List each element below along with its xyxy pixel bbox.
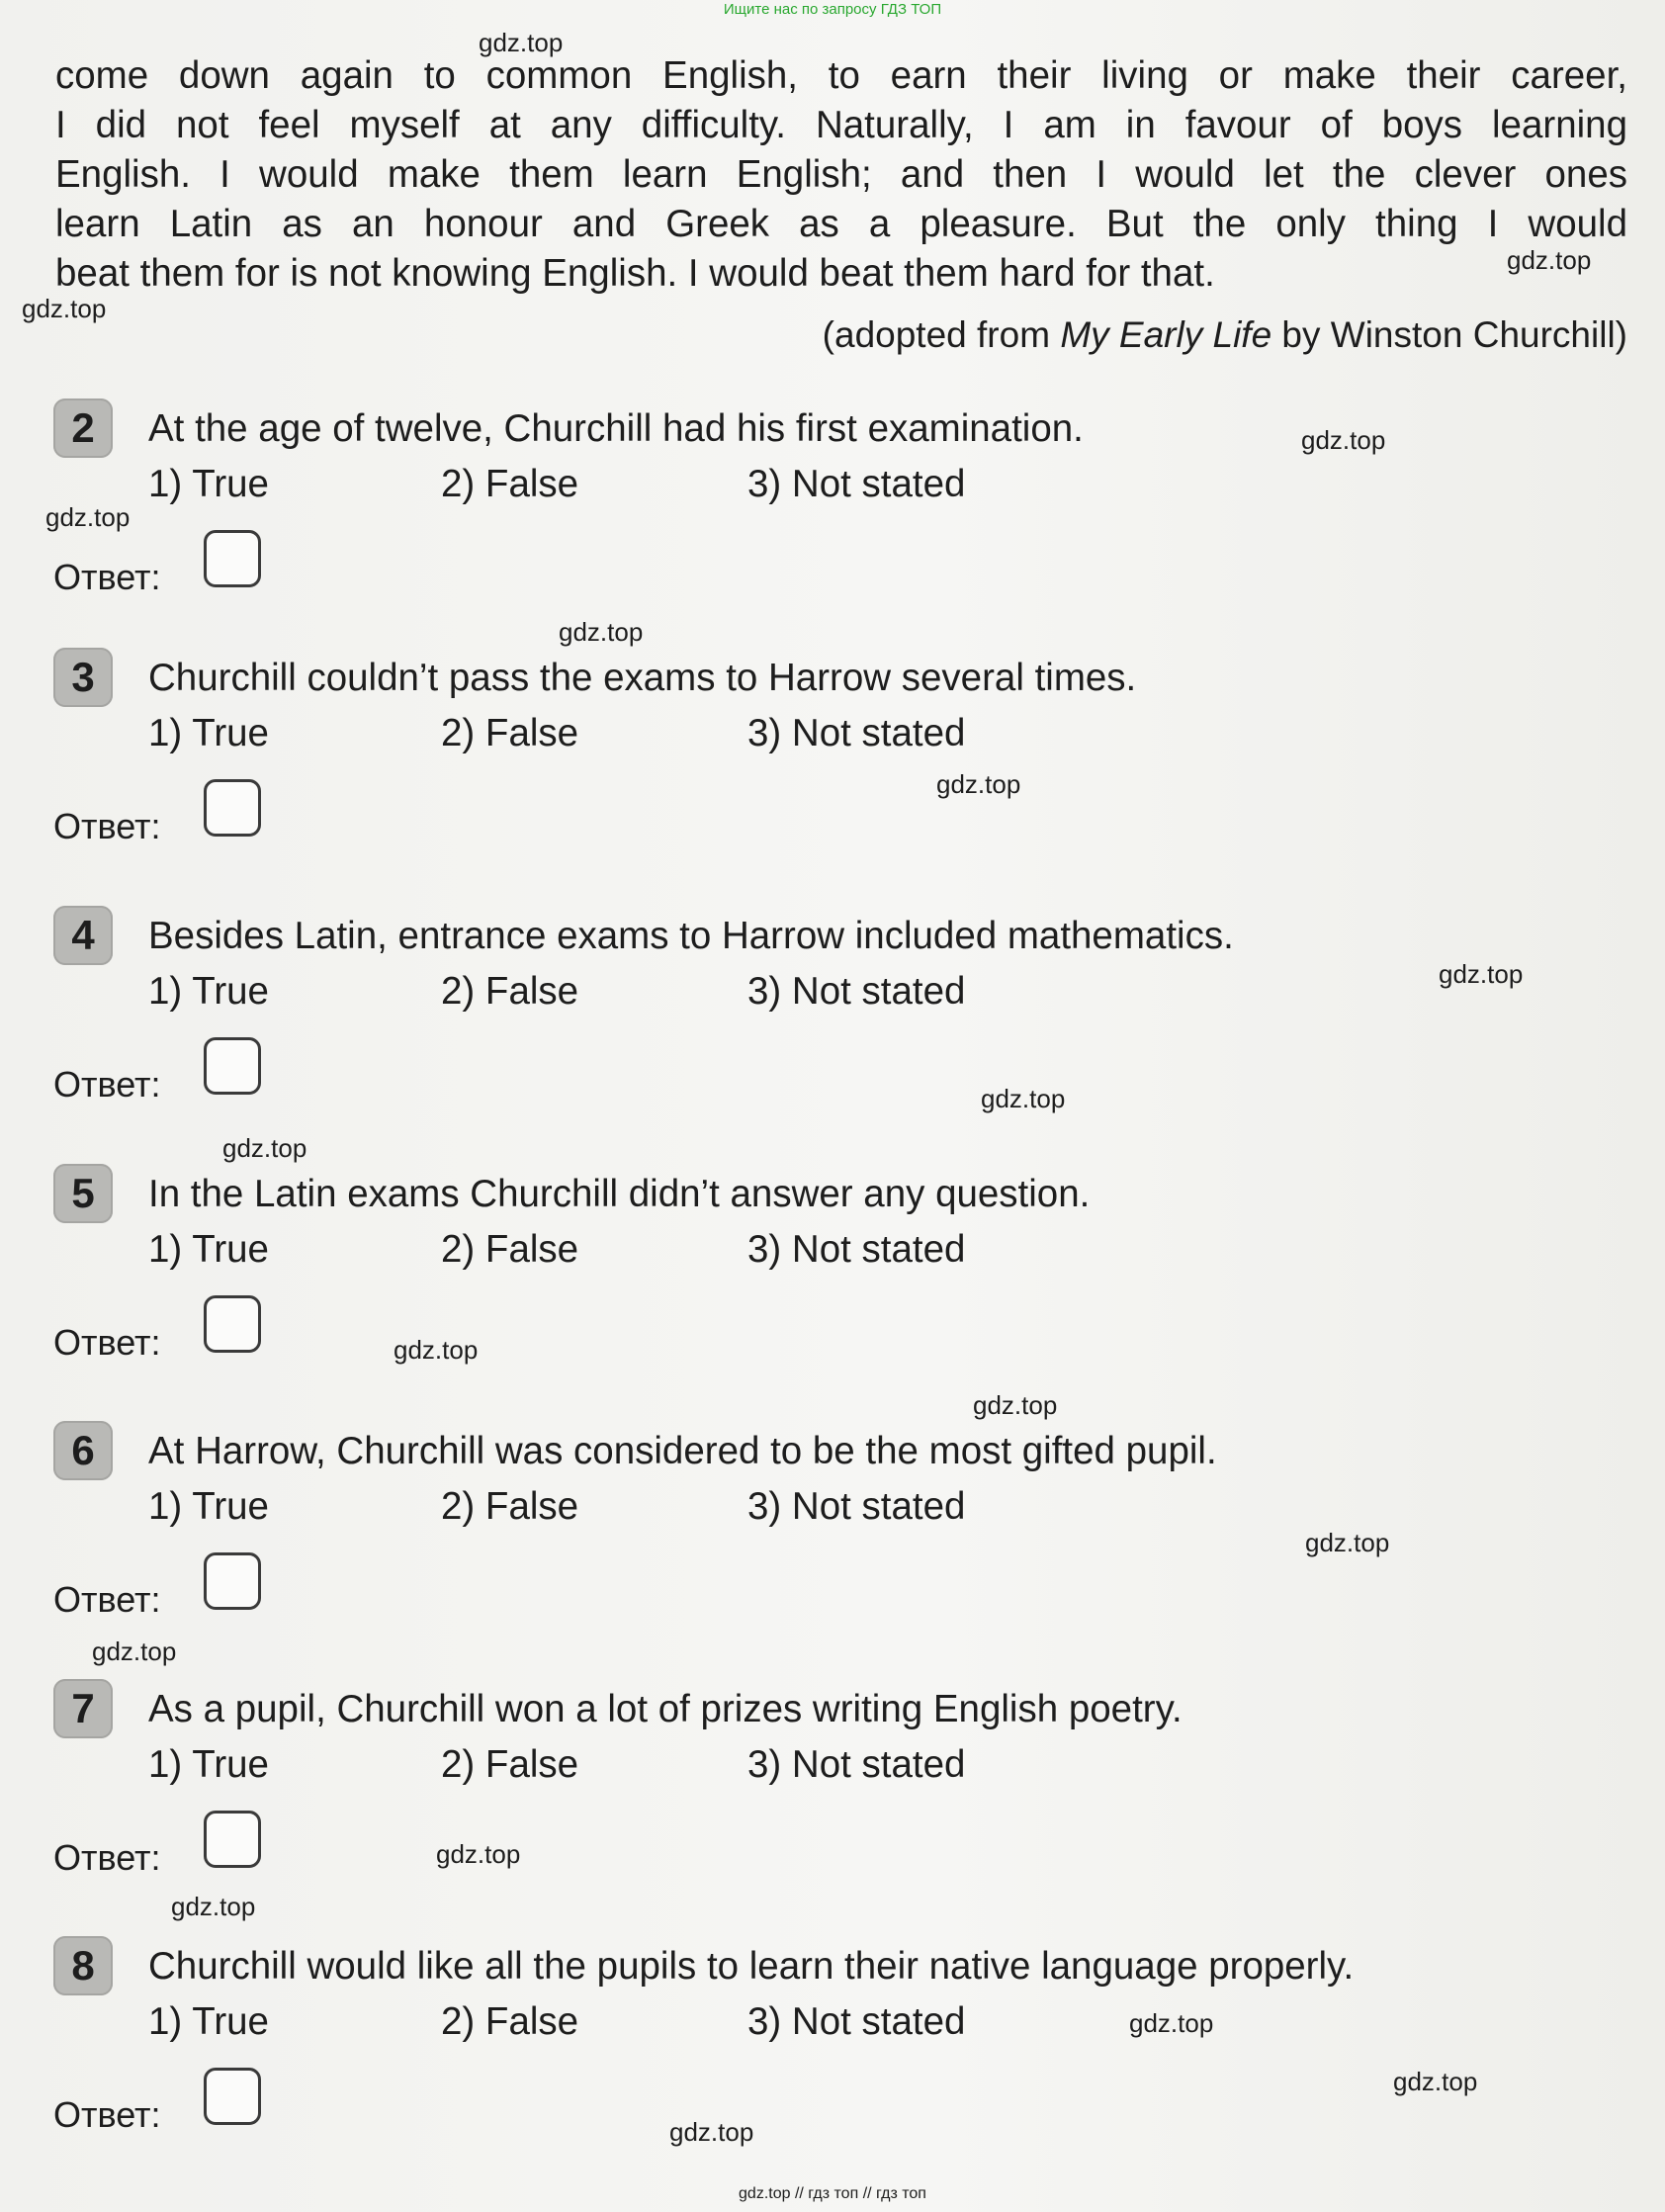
passage-line: I did not feel myself at any difficulty. Naturally, I am in favour of boys learning bbox=[55, 104, 1627, 146]
watermark: gdz.top bbox=[22, 294, 107, 323]
question-number-badge: 3 bbox=[53, 648, 113, 707]
answer-box[interactable] bbox=[204, 1811, 261, 1868]
option-not-stated: 3) Not stated bbox=[747, 1743, 966, 1786]
question-number-badge: 7 bbox=[53, 1679, 113, 1738]
watermark: gdz.top bbox=[669, 2117, 754, 2147]
passage-line: English. I would make them learn English; and then I would let the clever ones bbox=[55, 153, 1627, 196]
answer-label: Ответ: bbox=[53, 1837, 161, 1878]
watermark: gdz.top bbox=[936, 769, 1021, 799]
question-number-badge: 6 bbox=[53, 1421, 113, 1480]
question-number-badge: 5 bbox=[53, 1164, 113, 1223]
question-4 bbox=[53, 906, 1625, 1163]
watermark: gdz.top bbox=[222, 1133, 307, 1163]
option-true: 1) True bbox=[148, 1485, 269, 1528]
answer-label: Ответ: bbox=[53, 557, 161, 597]
watermark: gdz.top bbox=[479, 28, 564, 57]
watermark: gdz.top bbox=[559, 617, 644, 647]
watermark: gdz.top bbox=[1129, 2008, 1214, 2038]
option-true: 1) True bbox=[148, 970, 269, 1013]
watermark: gdz.top bbox=[973, 1390, 1058, 1420]
question-8 bbox=[53, 1936, 1625, 2193]
option-not-stated: 3) Not stated bbox=[747, 970, 966, 1013]
passage-line: come down again to common English, to earn their living or make their career, bbox=[55, 54, 1627, 97]
option-true: 1) True bbox=[148, 1228, 269, 1271]
option-false: 2) False bbox=[441, 2000, 579, 2043]
question-statement: At Harrow, Churchill was considered to be the most gifted pupil. bbox=[148, 1430, 1217, 1472]
option-not-stated: 3) Not stated bbox=[747, 712, 966, 754]
option-true: 1) True bbox=[148, 463, 269, 505]
option-true: 1) True bbox=[148, 1743, 269, 1786]
question-statement: Besides Latin, entrance exams to Harrow included mathematics. bbox=[148, 915, 1234, 957]
option-not-stated: 3) Not stated bbox=[747, 2000, 966, 2043]
option-false: 2) False bbox=[441, 712, 579, 754]
answer-label: Ответ: bbox=[53, 806, 161, 846]
answer-label: Ответ: bbox=[53, 2094, 161, 2135]
citation-book-title: My Early Life bbox=[1060, 314, 1272, 355]
question-5 bbox=[53, 1164, 1625, 1421]
answer-box[interactable] bbox=[204, 779, 261, 837]
answer-box[interactable] bbox=[204, 1295, 261, 1353]
question-number-badge: 8 bbox=[53, 1936, 113, 1995]
bottom-watermark-banner: gdz.top // гдз топ // гдз топ bbox=[739, 2185, 926, 2202]
watermark: gdz.top bbox=[171, 1892, 256, 1921]
option-not-stated: 3) Not stated bbox=[747, 1228, 966, 1271]
question-statement: Churchill couldn’t pass the exams to Harrow several times. bbox=[148, 657, 1137, 699]
question-2 bbox=[53, 398, 1625, 656]
option-not-stated: 3) Not stated bbox=[747, 463, 966, 505]
watermark: gdz.top bbox=[1305, 1528, 1390, 1557]
answer-label: Ответ: bbox=[53, 1064, 161, 1105]
watermark: gdz.top bbox=[1301, 425, 1386, 455]
option-false: 2) False bbox=[441, 1228, 579, 1271]
passage-citation bbox=[823, 310, 1627, 360]
question-number-badge: 4 bbox=[53, 906, 113, 965]
top-search-banner[interactable]: Ищите нас по запросу ГДЗ ТОП bbox=[723, 1, 942, 18]
watermark: gdz.top bbox=[1393, 2067, 1478, 2096]
question-statement: At the age of twelve, Churchill had his first examination. bbox=[148, 407, 1084, 450]
answer-box[interactable] bbox=[204, 530, 261, 587]
citation-suffix: by Winston Churchill) bbox=[1271, 314, 1627, 355]
watermark: gdz.top bbox=[92, 1637, 177, 1666]
option-false: 2) False bbox=[441, 463, 579, 505]
answer-box[interactable] bbox=[204, 2068, 261, 2125]
question-statement: As a pupil, Churchill won a lot of prizes writing English poetry. bbox=[148, 1688, 1183, 1730]
answer-box[interactable] bbox=[204, 1552, 261, 1610]
watermark: gdz.top bbox=[1439, 959, 1524, 989]
option-true: 1) True bbox=[148, 2000, 269, 2043]
citation-prefix: (adopted from bbox=[822, 314, 1061, 355]
option-false: 2) False bbox=[441, 970, 579, 1013]
passage-line: beat them for is not knowing English. I would beat them hard for that. bbox=[55, 252, 1215, 295]
answer-box[interactable] bbox=[204, 1037, 261, 1095]
option-false: 2) False bbox=[441, 1485, 579, 1528]
option-true: 1) True bbox=[148, 712, 269, 754]
watermark: gdz.top bbox=[45, 502, 131, 532]
watermark: gdz.top bbox=[394, 1335, 479, 1365]
answer-label: Ответ: bbox=[53, 1322, 161, 1363]
passage-line: learn Latin as an honour and Greek as a pleasure. But the only thing I would bbox=[55, 203, 1627, 245]
question-3 bbox=[53, 648, 1625, 905]
option-false: 2) False bbox=[441, 1743, 579, 1786]
option-not-stated: 3) Not stated bbox=[747, 1485, 966, 1528]
question-statement: In the Latin exams Churchill didn’t answer any question. bbox=[148, 1173, 1091, 1215]
watermark: gdz.top bbox=[1507, 245, 1592, 275]
reading-passage bbox=[55, 51, 1627, 299]
question-6 bbox=[53, 1421, 1625, 1678]
watermark: gdz.top bbox=[981, 1084, 1066, 1113]
question-number-badge: 2 bbox=[53, 398, 113, 458]
answer-label: Ответ: bbox=[53, 1579, 161, 1620]
question-7 bbox=[53, 1679, 1625, 1936]
watermark: gdz.top bbox=[436, 1839, 521, 1869]
question-statement: Churchill would like all the pupils to learn their native language properly. bbox=[148, 1945, 1355, 1988]
